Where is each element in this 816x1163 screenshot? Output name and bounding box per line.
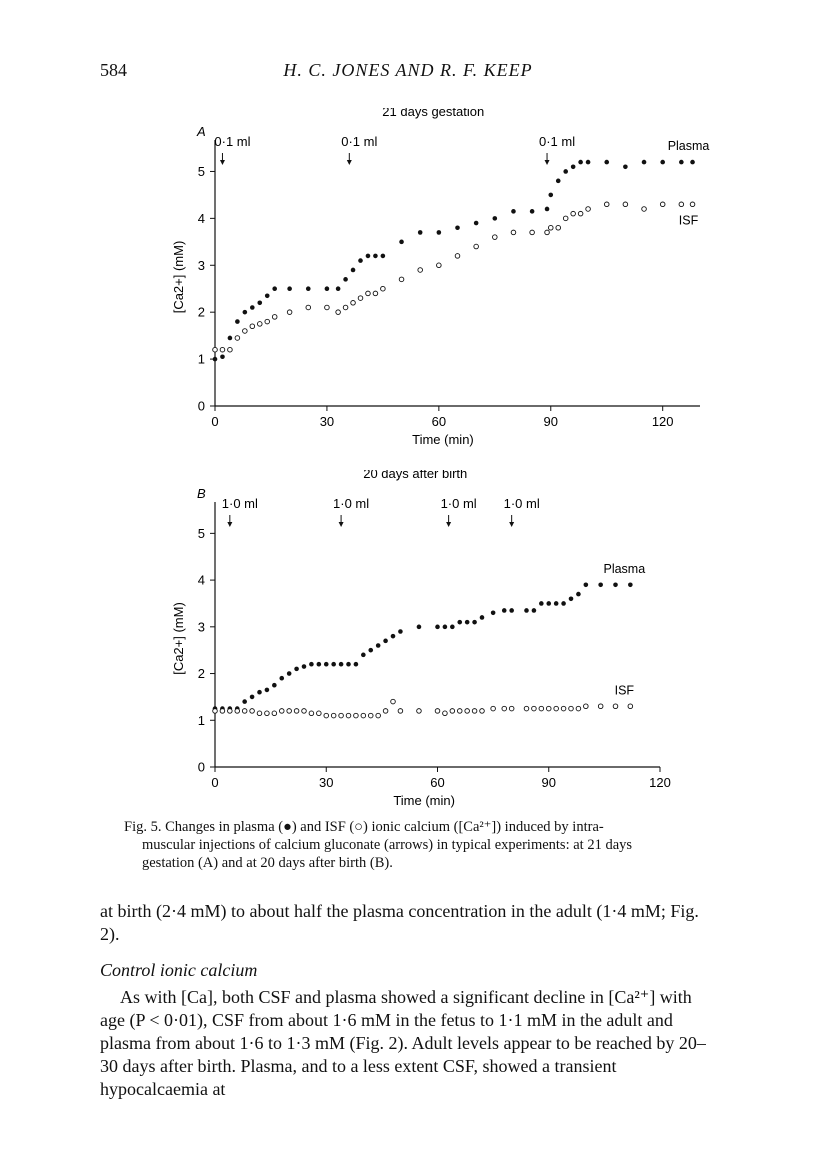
plasma-point — [457, 620, 462, 625]
isf-point — [532, 706, 537, 711]
injection-arrowhead — [446, 522, 451, 527]
plasma-point — [502, 608, 507, 613]
plasma-point — [243, 310, 248, 315]
isf-point — [623, 202, 628, 207]
plasma-point — [339, 662, 344, 667]
plasma-point — [257, 301, 262, 306]
isf-point — [366, 291, 371, 296]
isf-point — [502, 706, 507, 711]
plasma-point — [530, 209, 535, 214]
plasma-point — [545, 207, 550, 212]
y-tick-label: 4 — [197, 210, 205, 226]
isf-point — [450, 709, 455, 714]
plasma-point — [604, 160, 609, 165]
caption-line-3: gestation (A) and at 20 days after birth (B). — [142, 855, 393, 871]
isf-point — [539, 706, 544, 711]
isf-point — [524, 706, 529, 711]
plasma-point — [465, 620, 470, 625]
isf-point — [257, 711, 262, 716]
plasma-point — [302, 664, 307, 669]
x-tick-label: 60 — [431, 414, 447, 429]
isf-point — [690, 202, 695, 207]
plasma-point — [235, 319, 240, 324]
y-tick-label: 4 — [197, 572, 205, 588]
plasma-point — [287, 671, 292, 676]
plasma-point — [391, 634, 396, 639]
isf-point — [576, 706, 581, 711]
plasma-point — [578, 160, 583, 165]
isf-point — [346, 713, 351, 718]
isf-point — [213, 709, 218, 714]
isf-point — [480, 709, 485, 714]
isf-point — [604, 202, 609, 207]
isf-point — [373, 291, 378, 296]
plasma-point — [443, 625, 448, 630]
isf-point — [265, 319, 270, 324]
isf-point — [418, 268, 423, 273]
x-tick-label: 60 — [430, 775, 445, 790]
plasma-point — [250, 695, 255, 700]
injection-label: 0·1 ml — [538, 134, 576, 149]
injection-label: 0·1 ml — [341, 134, 378, 149]
isf-point — [598, 704, 603, 709]
x-axis-label: Time (min) — [412, 432, 474, 447]
chart-b — [160, 470, 730, 810]
plasma-point — [376, 643, 381, 648]
isf-point — [306, 305, 311, 310]
plasma-point — [220, 354, 225, 359]
plasma-point — [325, 286, 330, 291]
isf-point — [287, 709, 292, 714]
isf-point — [569, 706, 574, 711]
plasma-point — [690, 160, 695, 165]
isf-point — [679, 202, 684, 207]
plasma-point — [324, 662, 329, 667]
plasma-point — [250, 305, 255, 310]
plasma-point — [679, 160, 684, 165]
plasma-point — [586, 160, 591, 165]
isf-point — [228, 709, 233, 714]
isf-point — [443, 711, 448, 716]
plasma-point — [383, 639, 388, 644]
isf-point — [455, 254, 460, 259]
x-tick-label: 120 — [651, 414, 674, 429]
injection-label: 1·0 ml — [503, 496, 540, 511]
y-tick-label: 2 — [197, 304, 205, 320]
plasma-point — [306, 286, 311, 291]
chart-a — [160, 108, 730, 453]
plasma-point — [554, 601, 559, 606]
paragraph-1: at birth (2·4 mM) to about half the plasma concentration in the adult (1·4 mM; Fig. 2). — [100, 901, 699, 944]
isf-point — [361, 713, 366, 718]
plasma-point — [524, 608, 529, 613]
plasma-point — [358, 258, 363, 263]
injection-label: 1·0 ml — [440, 496, 477, 511]
plasma-point — [265, 293, 270, 298]
series-label-plasma: Plasma — [667, 139, 710, 154]
isf-point — [309, 711, 314, 716]
x-tick-label: 90 — [541, 775, 556, 790]
isf-point — [358, 296, 363, 301]
isf-point — [383, 709, 388, 714]
y-tick-label: 5 — [197, 163, 205, 179]
isf-point — [563, 216, 568, 221]
plasma-point — [584, 582, 589, 587]
isf-point — [343, 305, 348, 310]
plasma-point — [548, 193, 553, 198]
plasma-point — [265, 688, 270, 693]
y-tick-label: 5 — [197, 525, 205, 541]
plasma-point — [493, 216, 498, 221]
section-heading: Control ionic calcium — [100, 960, 258, 980]
x-tick-label: 90 — [543, 414, 559, 429]
isf-point — [391, 699, 396, 704]
isf-point — [317, 711, 322, 716]
plasma-point — [317, 662, 322, 667]
plasma-point — [571, 164, 576, 169]
isf-point — [228, 347, 233, 352]
isf-point — [272, 315, 277, 320]
plasma-point — [480, 615, 485, 620]
plasma-point — [556, 179, 561, 184]
plasma-point — [455, 225, 460, 230]
isf-point — [586, 207, 591, 212]
plasma-point — [511, 209, 516, 214]
isf-point — [474, 244, 479, 249]
injection-label: 1·0 ml — [333, 496, 370, 511]
isf-point — [294, 709, 299, 714]
isf-point — [465, 709, 470, 714]
isf-point — [457, 709, 462, 714]
isf-point — [213, 347, 218, 352]
isf-point — [493, 235, 498, 240]
isf-point — [628, 704, 633, 709]
plasma-point — [331, 662, 336, 667]
isf-point — [399, 277, 404, 282]
plasma-point — [532, 608, 537, 613]
x-tick-label: 0 — [211, 775, 219, 790]
plasma-point — [437, 230, 442, 235]
isf-point — [554, 706, 559, 711]
plasma-point — [368, 648, 373, 653]
x-tick-label: 30 — [319, 775, 334, 790]
isf-point — [354, 713, 359, 718]
y-tick-label: 2 — [197, 666, 205, 682]
plasma-point — [361, 653, 366, 658]
isf-point — [325, 305, 330, 310]
panel-label: A — [197, 124, 206, 139]
y-axis-label: [Ca2+] (mM) — [171, 602, 186, 675]
isf-point — [437, 263, 442, 268]
isf-point — [660, 202, 665, 207]
plasma-point — [399, 240, 404, 245]
isf-point — [287, 310, 292, 315]
chart-title: 20 days after birth — [363, 470, 468, 481]
isf-point — [250, 709, 255, 714]
plasma-point — [613, 582, 618, 587]
plasma-point — [343, 277, 348, 282]
isf-point — [530, 230, 535, 235]
plasma-point — [472, 620, 477, 625]
isf-point — [243, 329, 248, 334]
isf-point — [339, 713, 344, 718]
injection-arrowhead — [227, 522, 232, 527]
plasma-point — [272, 286, 277, 291]
plasma-point — [228, 336, 233, 341]
isf-point — [511, 230, 516, 235]
injection-arrowhead — [509, 522, 514, 527]
isf-point — [545, 230, 550, 235]
plasma-point — [628, 582, 633, 587]
isf-point — [265, 711, 270, 716]
plasma-point — [257, 690, 262, 695]
plasma-point — [354, 662, 359, 667]
isf-point — [279, 709, 284, 714]
plasma-point — [346, 662, 351, 667]
plasma-point — [660, 160, 665, 165]
plasma-point — [576, 592, 581, 597]
y-tick-label: 1 — [197, 351, 205, 367]
plasma-point — [381, 254, 386, 259]
isf-point — [491, 706, 496, 711]
plasma-point — [546, 601, 551, 606]
paragraph-2: As with [Ca], both CSF and plasma showed a significant decline in [Ca²⁺] with age (P < 0·01), CSF from about 1·6 mM in the fetus to 1·1 mM in the adult and plasma from about 1·6 to 1·3 mM (Fig. 2). Adult levels appear to be reached by 20–30 days after birth. Plasma, and to a less extent CSF, showed a transient hypocalcaemia at — [100, 987, 706, 1099]
isf-point — [509, 706, 514, 711]
isf-point — [336, 310, 341, 315]
plasma-point — [509, 608, 514, 613]
x-axis-label: Time (min) — [393, 793, 455, 808]
x-tick-label: 30 — [319, 414, 335, 429]
plasma-point — [336, 286, 341, 291]
isf-point — [235, 336, 240, 341]
plasma-point — [539, 601, 544, 606]
injection-label: 0·1 ml — [214, 134, 251, 149]
series-label-isf: ISF — [678, 213, 699, 228]
plasma-point — [569, 596, 574, 601]
series-label-plasma: Plasma — [603, 561, 646, 576]
plasma-point — [373, 254, 378, 259]
isf-point — [435, 709, 440, 714]
plasma-point — [474, 221, 479, 226]
isf-point — [235, 709, 240, 714]
plasma-point — [561, 601, 566, 606]
isf-point — [324, 713, 329, 718]
isf-point — [472, 709, 477, 714]
isf-point — [571, 211, 576, 216]
chart-title: 21 days gestation — [382, 108, 485, 119]
isf-point — [561, 706, 566, 711]
isf-point — [556, 225, 561, 230]
page-number: 584 — [100, 60, 127, 80]
injection-arrowhead — [220, 160, 225, 165]
isf-point — [242, 709, 247, 714]
plasma-point — [287, 286, 292, 291]
panel-label: B — [197, 486, 206, 501]
isf-point — [368, 713, 373, 718]
isf-point — [578, 211, 583, 216]
plasma-point — [563, 169, 568, 174]
injection-arrowhead — [347, 160, 352, 165]
plasma-point — [642, 160, 647, 165]
isf-point — [220, 709, 225, 714]
plasma-point — [351, 268, 356, 273]
plasma-point — [398, 629, 403, 634]
injection-arrowhead — [339, 522, 344, 527]
y-tick-label: 0 — [197, 759, 205, 775]
y-tick-label: 3 — [197, 257, 205, 273]
y-tick-label: 0 — [197, 398, 205, 414]
plasma-point — [418, 230, 423, 235]
injection-label: 1·0 ml — [221, 496, 258, 511]
isf-point — [381, 286, 386, 291]
isf-point — [642, 207, 647, 212]
plasma-point — [417, 625, 422, 630]
isf-point — [351, 301, 356, 306]
plasma-point — [450, 625, 455, 630]
plasma-point — [623, 164, 628, 169]
isf-point — [250, 324, 255, 329]
plasma-point — [598, 582, 603, 587]
isf-point — [398, 709, 403, 714]
plasma-point — [309, 662, 314, 667]
plasma-point — [366, 254, 371, 259]
isf-point — [331, 713, 336, 718]
x-tick-label: 0 — [211, 414, 219, 429]
plasma-point — [213, 357, 218, 362]
isf-point — [220, 347, 225, 352]
plasma-point — [279, 676, 284, 681]
y-tick-label: 1 — [197, 712, 205, 728]
x-tick-label: 120 — [649, 775, 671, 790]
y-tick-label: 3 — [197, 619, 205, 635]
plasma-point — [272, 683, 277, 688]
plasma-point — [435, 625, 440, 630]
isf-point — [548, 225, 553, 230]
plasma-point — [242, 699, 247, 704]
figure-caption — [124, 818, 724, 872]
isf-point — [272, 711, 277, 716]
isf-point — [376, 713, 381, 718]
isf-point — [613, 704, 618, 709]
plasma-point — [294, 667, 299, 672]
series-label-isf: ISF — [614, 683, 635, 698]
y-axis-label: [Ca2+] (mM) — [171, 240, 186, 314]
caption-line-2: muscular injections of calcium gluconate (arrows) in typical experiments: at 21 days — [142, 837, 633, 853]
injection-arrowhead — [545, 160, 550, 165]
running-head: H. C. JONES AND R. F. KEEP — [283, 60, 533, 80]
isf-point — [546, 706, 551, 711]
isf-point — [302, 709, 307, 714]
plasma-point — [491, 611, 496, 616]
isf-point — [584, 704, 589, 709]
caption-line-1: Fig. 5. Changes in plasma (●) and ISF (○) ionic calcium ([Ca²⁺]) induced by intra- — [124, 819, 604, 835]
isf-point — [417, 709, 422, 714]
isf-point — [257, 322, 262, 327]
